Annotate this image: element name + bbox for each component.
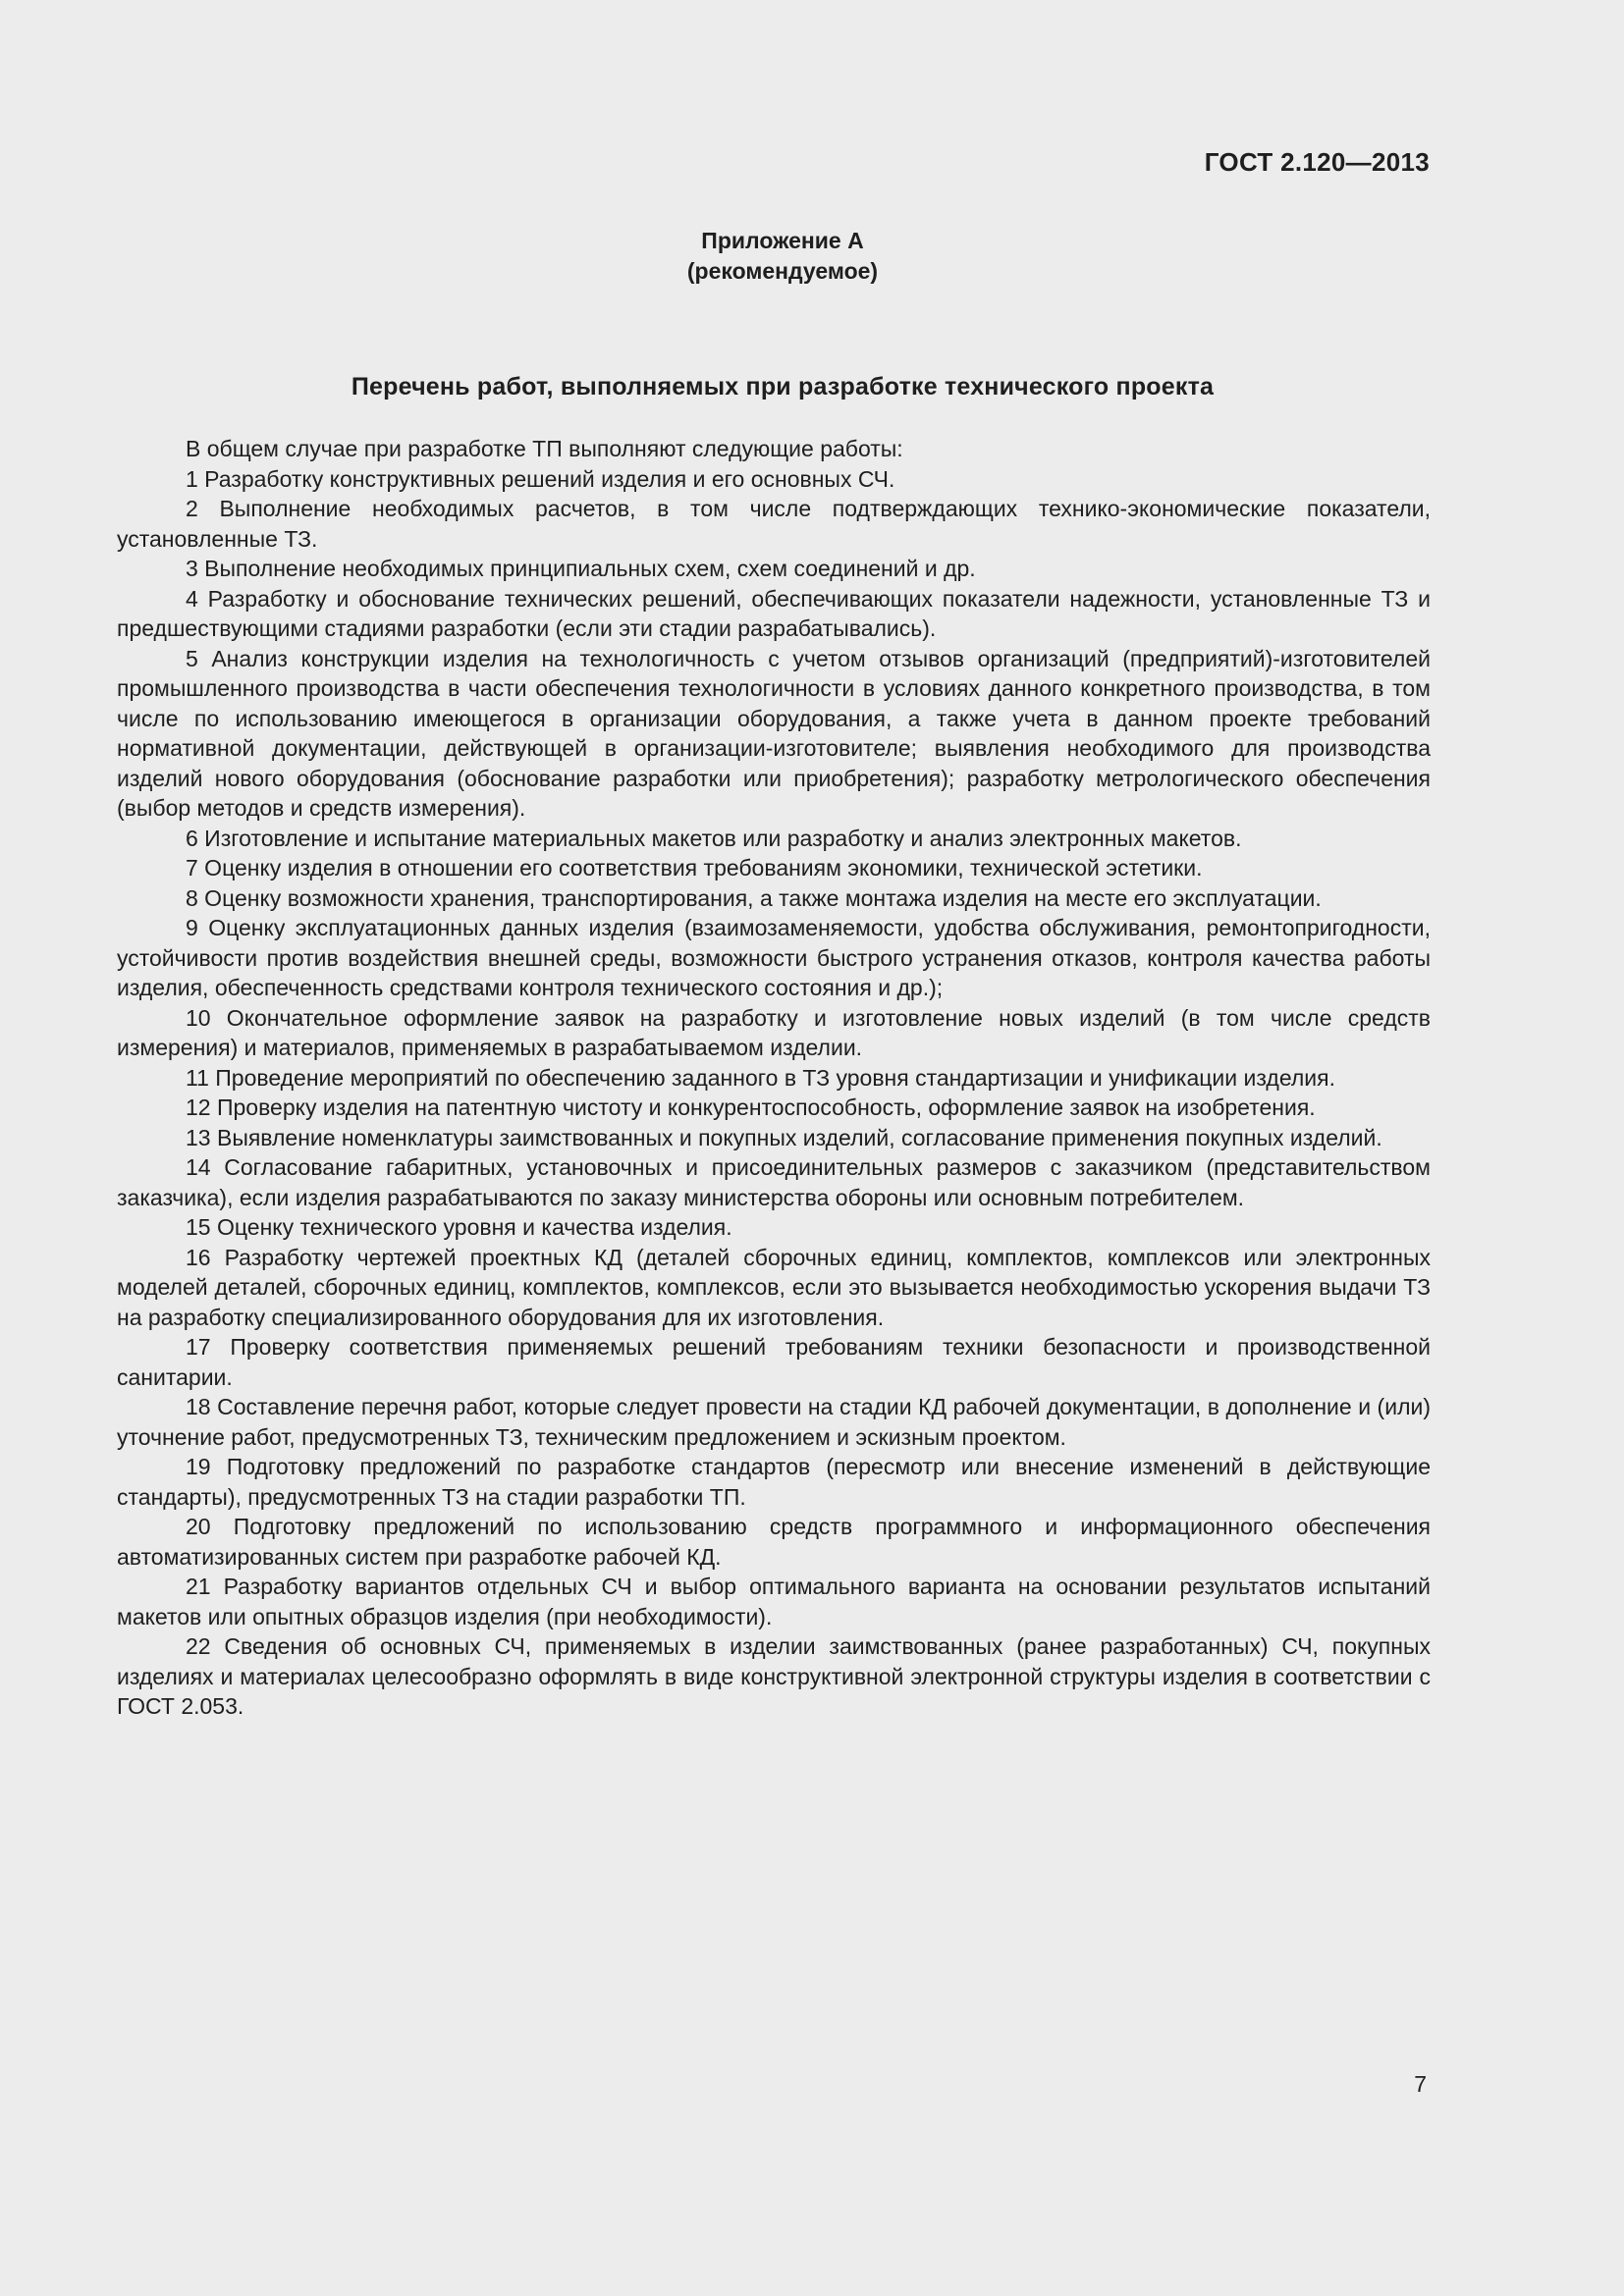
- appendix-title: Приложение А: [701, 228, 864, 253]
- page-number: 7: [1414, 2071, 1427, 2097]
- list-item: 20 Подготовку предложений по использованию средств программного и информационного обеспечения автоматизированных систем при разработке рабочей КД.: [117, 1514, 1431, 1570]
- list-item: 6 Изготовление и испытание материальных макетов или разработку и анализ электронных макетов.: [186, 825, 1242, 851]
- list-item: 1 Разработку конструктивных решений изделия и его основных СЧ.: [186, 465, 895, 492]
- list-item: 15 Оценку технического уровня и качества изделия.: [186, 1214, 732, 1240]
- list-item: 16 Разработку чертежей проектных КД (деталей сборочных единиц, комплектов, комплексов или электронных моделей деталей, сборочных единиц, комплектов, комплексов, если это вызывается необходимостью ускорения выдачи ТЗ на разработку специализированного оборудования для их изготовления.: [117, 1244, 1431, 1330]
- list-item: 14 Согласование габаритных, установочных и присоединительных размеров с заказчиком (представительством заказчика), если изделия разрабатываются по заказу министерства обороны или основным потребителем.: [117, 1154, 1431, 1210]
- list-item: 8 Оценку возможности хранения, транспортирования, а также монтажа изделия на месте его эксплуатации.: [186, 884, 1322, 911]
- list-item: 19 Подготовку предложений по разработке стандартов (пересмотр или внесение изменений в действующие стандарты), предусмотренных ТЗ на стадии разработки ТП.: [117, 1454, 1431, 1510]
- list-item: 22 Сведения об основных СЧ, применяемых в изделии заимствованных (ранее разработанных) СЧ, покупных изделиях и материалах целесообразно оформлять в виде конструктивной электронной структуры изделия в соответствии с ГОСТ 2.053.: [117, 1633, 1431, 1719]
- list-item: 4 Разработку и обоснование технических решений, обеспечивающих показатели надежности, установленные ТЗ и предшествующими стадиями разработки (если эти стадии разрабатывались).: [117, 585, 1431, 641]
- body-text: [117, 434, 1431, 1722]
- appendix-subtitle: (рекомендуемое): [686, 258, 879, 284]
- list-item: 12 Проверку изделия на патентную чистоту и конкурентоспособность, оформление заявок на изобретения.: [186, 1095, 1316, 1120]
- list-item: 2 Выполнение необходимых расчетов, в том числе подтверждающих технико-экономические показатели, установленные ТЗ.: [117, 496, 1431, 552]
- list-item: 9 Оценку эксплуатационных данных изделия (взаимозаменяемости, удобства обслуживания, ремонтопригодности, устойчивости против воздействия внешней среды, возможности быстрого устранения отказов, контроля качества работы изделия, обеспеченность средствами контроля технического состояния и др.);: [117, 915, 1431, 1000]
- section-title: Перечень работ, выполняемых при разработке технического проекта: [351, 373, 1215, 400]
- list-item: 18 Составление перечня работ, которые следует провести на стадии КД рабочей документации, в дополнение и (или) уточнение работ, предусмотренных ТЗ, техническим предложением и эскизным проектом.: [117, 1394, 1431, 1450]
- list-item: 3 Выполнение необходимых принципиальных схем, схем соединений и др.: [186, 556, 976, 581]
- document-code: ГОСТ 2.120—2013: [1204, 147, 1430, 177]
- paragraph-intro: В общем случае при разработке ТП выполняют следующие работы:: [186, 436, 903, 461]
- appendix-heading: [0, 226, 1565, 287]
- list-item: 17 Проверку соответствия применяемых решений требованиям техники безопасности и производственной санитарии.: [117, 1334, 1431, 1390]
- list-item: 5 Анализ конструкции изделия на технологичность с учетом отзывов организаций (предприятий)-изготовителей промышленного производства в части обеспечения технологичности в условиях данного конкретного производства, в том числе по использованию имеющегося в организации оборудования, а также учета в данном проекте требований нормативной документации, действующей в организации-изготовителе; выявления необходимого для производства изделий нового оборудования (обоснование разработки или приобретения); разработку метрологического обеспечения (выбор методов и средств измерения).: [117, 645, 1431, 821]
- list-item: 10 Окончательное оформление заявок на разработку и изготовление новых изделий (в том числе средств измерения) и материалов, применяемых в разрабатываемом изделии.: [117, 1004, 1431, 1060]
- list-item: 11 Проведение мероприятий по обеспечению заданного в ТЗ уровня стандартизации и унификации изделия.: [186, 1064, 1335, 1091]
- list-item: 7 Оценку изделия в отношении его соответствия требованиям экономики, технической эстетики.: [186, 855, 1203, 881]
- list-item: 13 Выявление номенклатуры заимствованных и покупных изделий, согласование применения покупных изделий.: [186, 1124, 1382, 1150]
- list-item: 21 Разработку вариантов отдельных СЧ и выбор оптимального варианта на основании результатов испытаний макетов или опытных образцов изделия (при необходимости).: [117, 1574, 1431, 1629]
